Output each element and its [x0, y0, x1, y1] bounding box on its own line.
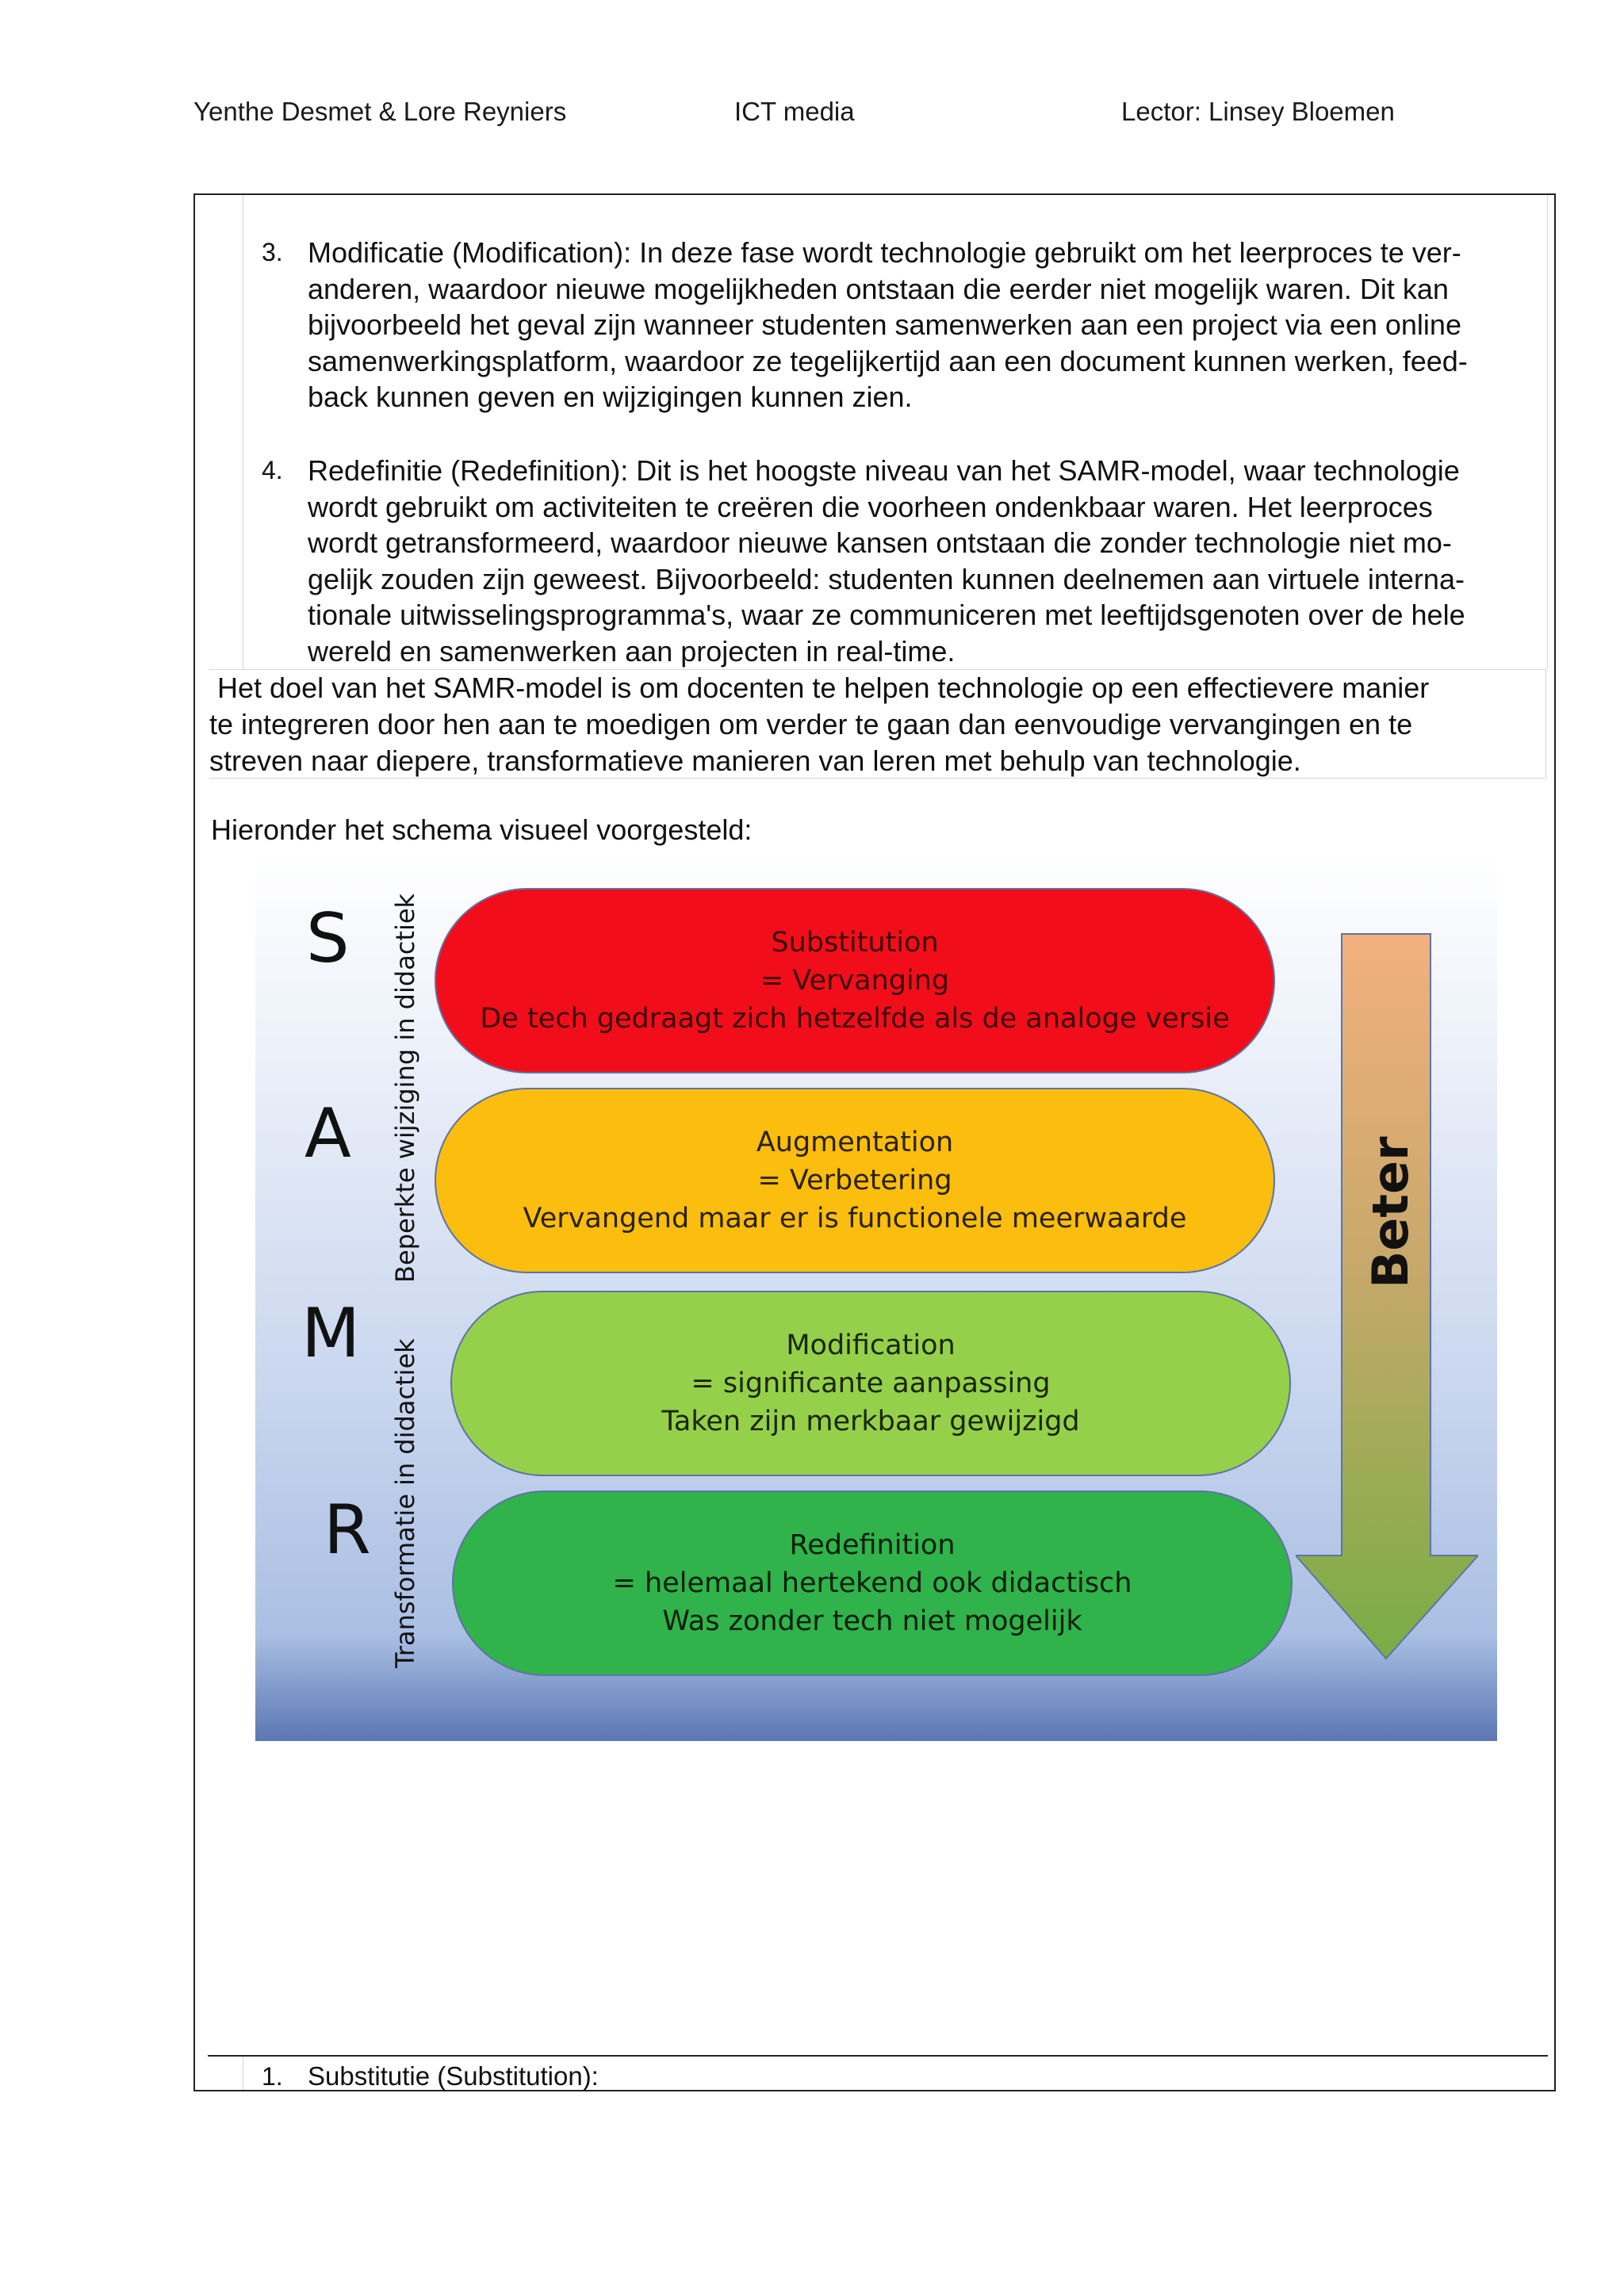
letter-a: A	[304, 1094, 351, 1173]
pill-subtitle: = helemaal hertekend ook didactisch	[612, 1567, 1132, 1599]
label-transformation: Transformatie in didactiek	[390, 1338, 420, 1668]
pill-modification	[450, 1291, 1291, 1476]
header-course: ICT media	[734, 97, 855, 126]
down-arrow-icon	[1296, 932, 1478, 1662]
header-authors: Yenthe Desmet & Lore Reyniers	[193, 97, 567, 126]
text-line: samenwerkingsplatform, waardoor ze tegelijkertijd aan een document kunnen werken, feed-	[308, 344, 1468, 377]
pill-description: De tech gedraagt zich hetzelfde als de analoge versie	[480, 1003, 1230, 1035]
pill-substitution	[435, 888, 1275, 1073]
list-text	[308, 453, 1499, 669]
list-number: 4.	[262, 456, 283, 484]
arrow-label-better: Beter	[1362, 1136, 1419, 1288]
pill-subtitle: = significante aanpassing	[691, 1368, 1051, 1399]
text-line: tionale uitwisselingsprogramma's, waar ze communiceren met leeftijdsgenoten over de hele	[308, 599, 1465, 631]
text-line: anderen, waardoor nieuwe mogelijkheden ontstaan die eerder niet mogelijk waren. Dit kan	[308, 272, 1449, 305]
text-line: te integreren door hen aan te moedigen om verder te gaan dan eenvoudige vervangingen en te	[209, 708, 1413, 740]
text-line: wereld en samenwerken aan projecten in real-time.	[308, 634, 956, 668]
pill-redefinition	[452, 1490, 1293, 1676]
list-text: Substitutie (Substitution):	[308, 2061, 599, 2091]
pill-description: Was zonder tech niet mogelijk	[662, 1605, 1082, 1637]
pill-augmentation	[435, 1088, 1275, 1273]
pill-description: Taken zijn merkbaar gewijzigd	[661, 1406, 1080, 1437]
content-frame	[193, 193, 1556, 2091]
text-line: wordt getransformeerd, waardoor nieuwe kansen ontstaan die zonder technologie niet mo-	[308, 526, 1452, 559]
pill-title: Augmentation	[756, 1127, 954, 1158]
text-line: gelijk zouden zijn geweest. Bijvoorbeeld: studenten kunnen deelnemen aan virtuele interna-	[308, 562, 1465, 595]
samr-diagram	[255, 850, 1497, 1741]
pill-subtitle: = Vervanging	[760, 965, 950, 997]
text-line: streven naar diepere, transformatieve manieren van leren met behulp van technologie.	[209, 744, 1301, 777]
diagram-intro: Hieronder het schema visueel voorgesteld:	[211, 813, 753, 846]
pill-title: Substitution	[771, 927, 939, 959]
label-limited-change: Beperkte wijziging in didactiek	[390, 893, 420, 1283]
letter-r: R	[324, 1490, 371, 1570]
text-line: Modificatie (Modification): In deze fase wordt technologie gebruikt om het leerproces te ver-	[308, 236, 1461, 269]
letter-s: S	[306, 899, 350, 978]
text-line: back kunnen geven en wijzigingen kunnen zien.	[308, 381, 913, 413]
list-number: 3.	[262, 238, 283, 266]
text-line: Redefinitie (Redefinition): Dit is het hoogste niveau van het SAMR-model, waar technologie	[308, 454, 1460, 487]
list-number: 1.	[262, 2062, 283, 2091]
list-text	[308, 235, 1499, 415]
text-line: Het doel van het SAMR-model is om docenten te helpen technologie op een effectievere manier	[209, 672, 1430, 704]
summary-paragraph	[209, 669, 1546, 779]
pill-title: Modification	[786, 1330, 956, 1361]
pill-title: Redefinition	[789, 1529, 956, 1561]
text-line: bijvoorbeeld het geval zijn wanneer studenten samenwerken aan een project via een online	[308, 308, 1461, 341]
pill-subtitle: = Verbetering	[757, 1165, 952, 1196]
pill-description: Vervangend maar er is functionele meerwaarde	[523, 1203, 1187, 1234]
letter-m: M	[301, 1294, 361, 1373]
text-line: wordt gebruikt om activiteiten te creëren die voorheen ondenkbaar waren. Het leerproces	[308, 490, 1433, 523]
page-header	[193, 97, 1624, 135]
header-lector: Lector: Linsey Bloemen	[1121, 97, 1395, 126]
